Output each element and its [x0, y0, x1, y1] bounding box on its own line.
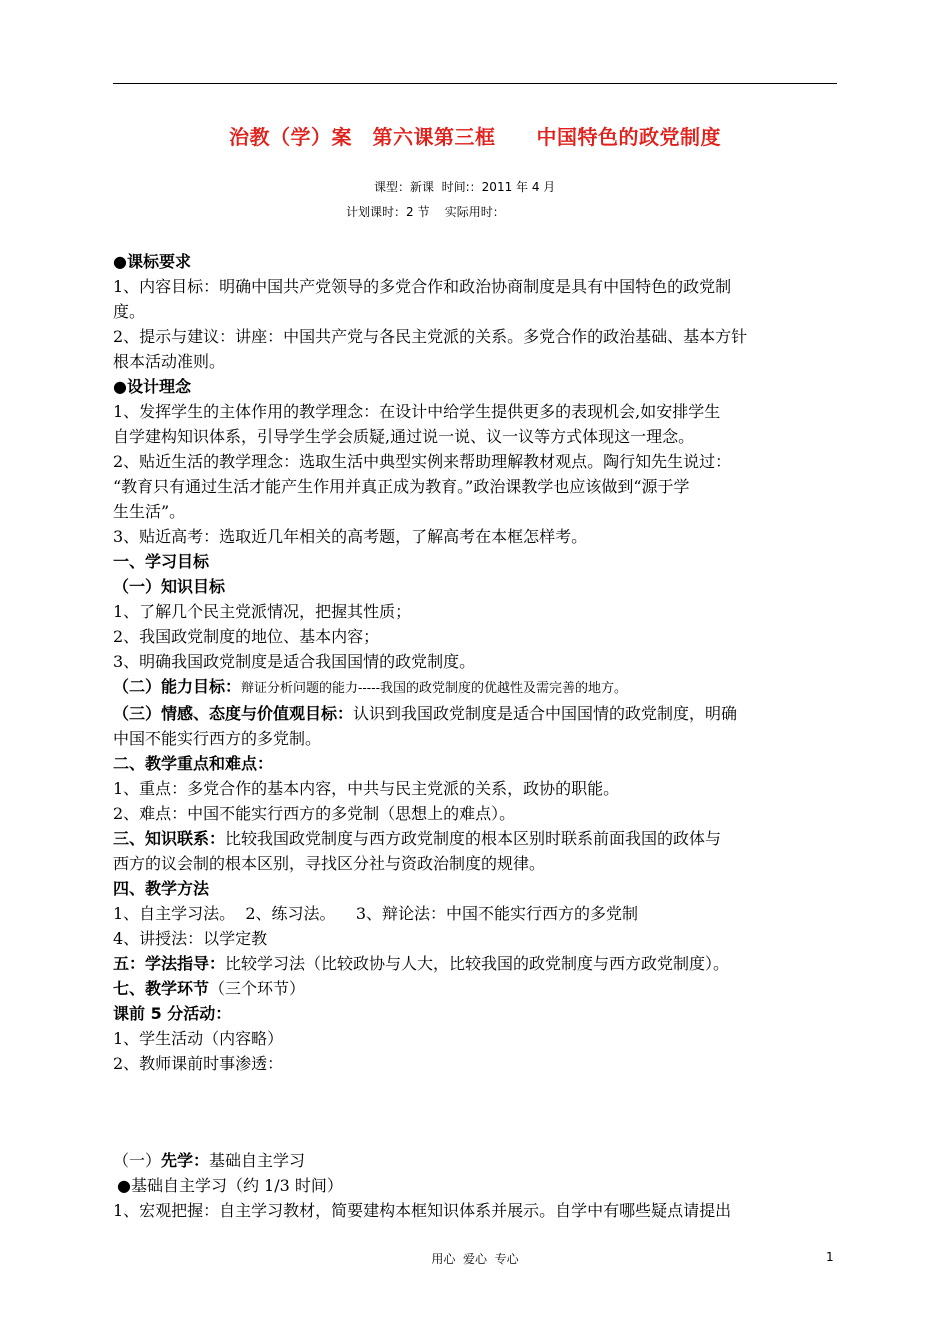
header-rule	[113, 83, 837, 84]
text-line	[113, 826, 841, 851]
text-line: 生生活”。	[113, 502, 186, 521]
section-label: 先学：	[161, 1151, 210, 1170]
section-heading: 二、教学重点和难点：	[113, 754, 274, 773]
text-line	[113, 951, 841, 976]
subsection-label: （二）能力目标：	[113, 677, 242, 696]
subsection-text: 认识到我国政党制度是适合中国国情的政党制度，明确	[353, 704, 738, 723]
page-title: 治教（学）案 第六课第三框 中国特色的政党制度	[229, 125, 721, 149]
text-line	[113, 701, 841, 726]
text-line: 2、贴近生活的教学理念：选取生活中典型实例来帮助理解教材观点。陶行知先生说过：	[113, 452, 732, 471]
section-text: （三个环节）	[209, 979, 306, 998]
text-line: 1、自主学习法。 2、练习法。 3、辩论法：中国不能实行西方的多党制	[113, 904, 639, 923]
text-line	[113, 674, 841, 701]
text-line: 1、了解几个民主党派情况，把握其性质；	[113, 602, 412, 621]
text-line: 3、明确我国政党制度是适合我国国情的政党制度。	[113, 652, 476, 671]
section-heading: 一、学习目标	[113, 552, 210, 571]
text-line	[113, 1148, 841, 1173]
text-line: 3、贴近高考：选取近几年相关的高考题，了解高考在本框怎样考。	[113, 527, 588, 546]
text-line: 1、宏观把握：自主学习教材，简要建构本框知识体系并展示。自学中有哪些疑点请提出	[113, 1201, 732, 1220]
text-line: “教育只有通过生活才能产生作用并真正成为教育。”政治课教学也应该做到“源于学	[113, 477, 690, 496]
text-line	[113, 976, 841, 1001]
section-label: 七、教学环节	[113, 979, 210, 998]
subsection-label: （三）情感、态度与价值观目标：	[113, 704, 354, 723]
meta-line-type-time: 课型：新课 时间:：2011 年 4 月	[374, 180, 556, 194]
text-line: 2、我国政党制度的地位、基本内容；	[113, 627, 380, 646]
text-line: 1、内容目标：明确中国共产党领导的多党合作和政治协商制度是具有中国特色的政党制	[113, 277, 732, 296]
text-line: 1、学生活动（内容略）	[113, 1029, 284, 1048]
footer-motto: 用心 爱心 专心	[431, 1252, 519, 1266]
page-number: 1	[826, 1250, 834, 1264]
section-heading: 四、教学方法	[113, 879, 210, 898]
document-body	[113, 249, 841, 1223]
text-line: 2、教师课前时事渗透：	[113, 1054, 284, 1073]
text-line: 2、提示与建议：讲座：中国共产党与各民主党派的关系。多党合作的政治基础、基本方针	[113, 327, 748, 346]
section-text: 比较学习法（比较政协与人大，比较我国的政党制度与西方政党制度）。	[225, 954, 730, 973]
subsection-heading: （一）知识目标	[113, 577, 226, 596]
section-text: 基础自主学习	[209, 1151, 306, 1170]
text-line: 1、重点：多党合作的基本内容，中共与民主党派的关系，政协的职能。	[113, 779, 620, 798]
section-heading: ●设计理念	[113, 377, 191, 396]
section-heading: ●课标要求	[113, 252, 191, 271]
text-line: 度。	[113, 302, 146, 321]
subsection-text: 辩证分析问题的能力-----我国的政党制度的优越性及需完善的地方。	[241, 681, 627, 696]
text-line: 根本活动准则。	[113, 352, 226, 371]
text-line: 自学建构知识体系，引导学生学会质疑,通过说一说、议一议等方式体现这一理念。	[113, 427, 695, 446]
blank-space	[113, 1076, 841, 1148]
section-label: 五：学法指导：	[113, 954, 226, 973]
text-line: 1、发挥学生的主体作用的教学理念：在设计中给学生提供更多的表现机会,如安排学生	[113, 402, 721, 421]
section-text: 比较我国政党制度与西方政党制度的根本区别时联系前面我国的政体与	[225, 829, 722, 848]
text-line: 2、难点：中国不能实行西方的多党制（思想上的难点）。	[113, 804, 516, 823]
section-label: 三、知识联系：	[113, 829, 226, 848]
section-heading: 课前 5 分活动：	[113, 1004, 232, 1023]
section-prefix: （一）	[113, 1151, 162, 1170]
meta-line-hours: 计划课时：2 节 实际用时：	[346, 205, 505, 219]
text-line: 西方的议会制的根本区别，寻找区分社与资政治制度的规律。	[113, 854, 546, 873]
text-line: ●基础自主学习（约 1/3 时间）	[117, 1176, 343, 1195]
text-line: 中国不能实行西方的多党制。	[113, 729, 322, 748]
text-line: 4、讲授法：以学定教	[113, 929, 268, 948]
